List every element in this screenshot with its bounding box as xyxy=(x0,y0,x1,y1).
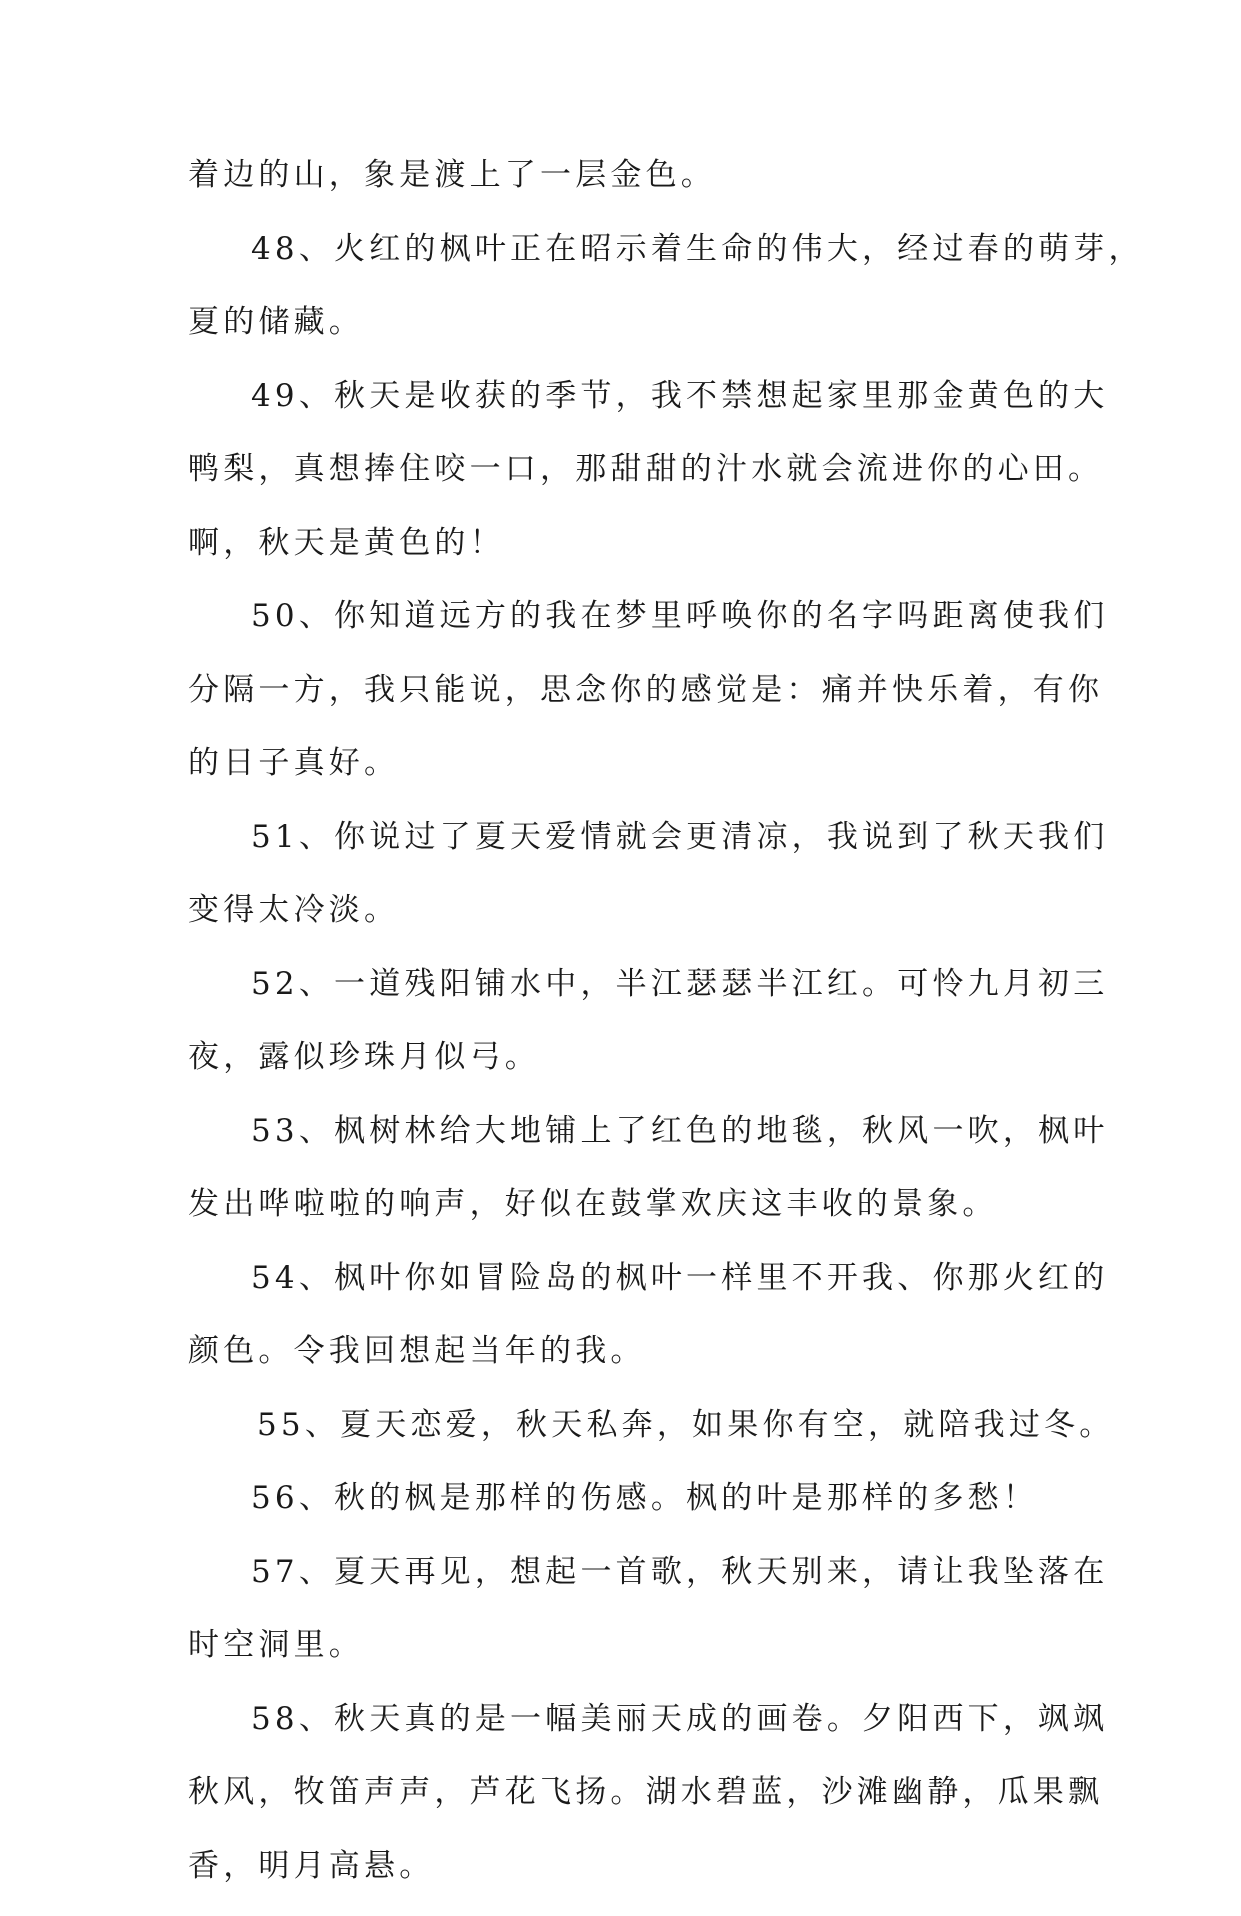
paragraph-58-line-1: 58、秋天真的是一幅美丽天成的画卷。夕阳西下，飒飒 xyxy=(251,1700,1109,1737)
paragraph-53-line-1: 53、枫树林给大地铺上了红色的地毯，秋风一吹，枫叶 xyxy=(251,1112,1109,1149)
paragraph-50-line-3: 的日子真好。 xyxy=(188,745,400,781)
paragraph-53-line-2: 发出哗啦啦的响声，好似在鼓掌欢庆这丰收的景象。 xyxy=(188,1186,998,1222)
text-line: 着边的山，象是渡上了一层金色。 xyxy=(188,157,716,193)
paragraph-49-line-3: 啊，秋天是黄色的！ xyxy=(188,524,505,561)
paragraph-51-line-1: 51、你说过了夏天爱情就会更清凉，我说到了秋天我们 xyxy=(251,818,1109,855)
paragraph-58-line-2: 秋风，牧笛声声，芦花飞扬。湖水碧蓝，沙滩幽静，瓜果飘 xyxy=(188,1774,1104,1810)
paragraph-50-line-2: 分隔一方，我只能说，思念你的感觉是：痛并快乐着，有你 xyxy=(188,671,1104,708)
paragraph-55-line-1: 55、夏天恋爱，秋天私奔，如果你有空，就陪我过冬。 xyxy=(257,1406,1115,1443)
paragraph-51-line-2: 变得太冷淡。 xyxy=(188,892,400,928)
paragraph-57-line-1: 57、夏天再见，想起一首歌，秋天别来，请让我坠落在 xyxy=(251,1553,1109,1590)
paragraph-57-line-2: 时空洞里。 xyxy=(188,1627,364,1663)
paragraph-54-line-2: 颜色。令我回想起当年的我。 xyxy=(188,1333,646,1369)
document-body xyxy=(188,152,1144,1916)
paragraph-50-line-1: 50、你知道远方的我在梦里呼唤你的名字吗距离使我们 xyxy=(251,598,1109,634)
paragraph-48-line-1: 48、火红的枫叶正在昭示着生命的伟大，经过春的萌芽， xyxy=(251,230,1144,267)
paragraph-49-line-1: 49、秋天是收获的季节，我不禁想起家里那金黄色的大 xyxy=(251,377,1109,414)
paragraph-58-line-3: 香，明月高悬。 xyxy=(188,1847,435,1884)
paragraph-52-line-2: 夜，露似珍珠月似弓。 xyxy=(188,1039,540,1075)
paragraph-48-line-2: 夏的储藏。 xyxy=(188,304,364,340)
paragraph-56-line-1: 56、秋的枫是那样的伤感。枫的叶是那样的多愁！ xyxy=(251,1480,1039,1516)
paragraph-54-line-1: 54、枫叶你如冒险岛的枫叶一样里不开我、你那火红的 xyxy=(251,1259,1109,1296)
paragraph-49-line-2: 鸭梨，真想捧住咬一口，那甜甜的汁水就会流进你的心田。 xyxy=(188,451,1104,487)
paragraph-52-line-1: 52、一道残阳铺水中，半江瑟瑟半江红。可怜九月初三 xyxy=(251,965,1109,1002)
